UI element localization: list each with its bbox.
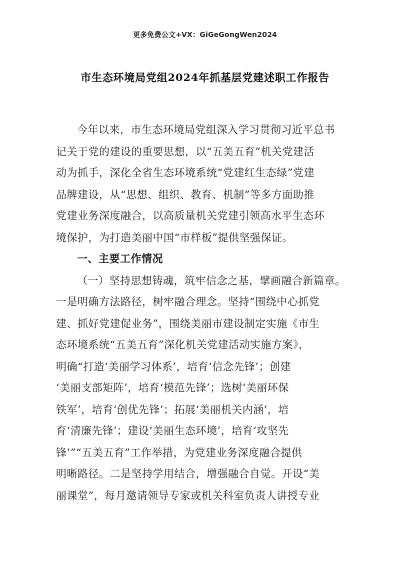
paragraph-1-line: 党建业务深度融合，以高质量机关党建引领高水平生态环 [56, 210, 325, 222]
paragraph-2-line: 明确“打造‘美丽学习体系’，培育‘信念先锋’；创建 [56, 360, 291, 373]
paragraph-2-line: （一）坚持思想铸魂，筑牢信念之基，擘画融合新篇章。 [77, 274, 346, 287]
paragraph-1-line: 境保护，为打造美丽中国“市样板”提供坚强保证。 [56, 231, 293, 244]
paragraph-2-line: 态环境系统“五美五育”深化机关党建活动实施方案》， [56, 339, 310, 351]
paragraph-2-line: 一是明确方法路径，树牢融合理念。坚持“围绕中心抓党 [56, 296, 320, 308]
paragraph-2-line: 锋’”“五美五育”工作举措，为党建业务深度融合提供 [56, 446, 303, 459]
paragraph-2-line: ‘美丽支部矩阵’，培育‘模范先锋’；选树‘美丽环保 [56, 382, 289, 394]
document-title: 市生态环境局党组2024年抓基层党建述职工作报告 [80, 72, 330, 84]
paragraph-2-line: 丽课堂”，每月邀请领导专家或机关科室负责人讲授专业 [56, 489, 320, 502]
document-body [56, 120, 356, 507]
paragraph-2-line: 明晰路径。二是坚持学用结合，增强融合自觉。开设“美 [56, 468, 320, 480]
header-note: 更多免费公文+VX：GiGeGongWen2024 [132, 31, 278, 39]
paragraph-2-line: 建、抓好党建促业务”，围绕美丽市建设制定实施《市生 [56, 317, 320, 330]
paragraph-1-line: 今年以来，市生态环境局党组深入学习贯彻习近平总书 [77, 124, 335, 136]
paragraph-1-line: 记关于党的建设的重要思想，以“五美五育”机关党建活 [56, 145, 315, 158]
paragraph-2-line: 育‘清廉先锋’；建设‘美丽生态环境’，培育‘攻坚先 [56, 425, 289, 437]
section-heading: 一、主要工作情况 [77, 253, 163, 265]
paragraph-1-line: 品牌建设，从“思想、组织、教育、机制”等多方面助推 [56, 188, 315, 201]
paragraph-2-line: 铁军’，培育‘创优先锋’；拓展‘美丽机关内涵’，培 [56, 403, 289, 416]
paragraph-1-line: 动为抓手，深化全省生态环境系统“党建红生态绿”党建 [56, 167, 315, 179]
